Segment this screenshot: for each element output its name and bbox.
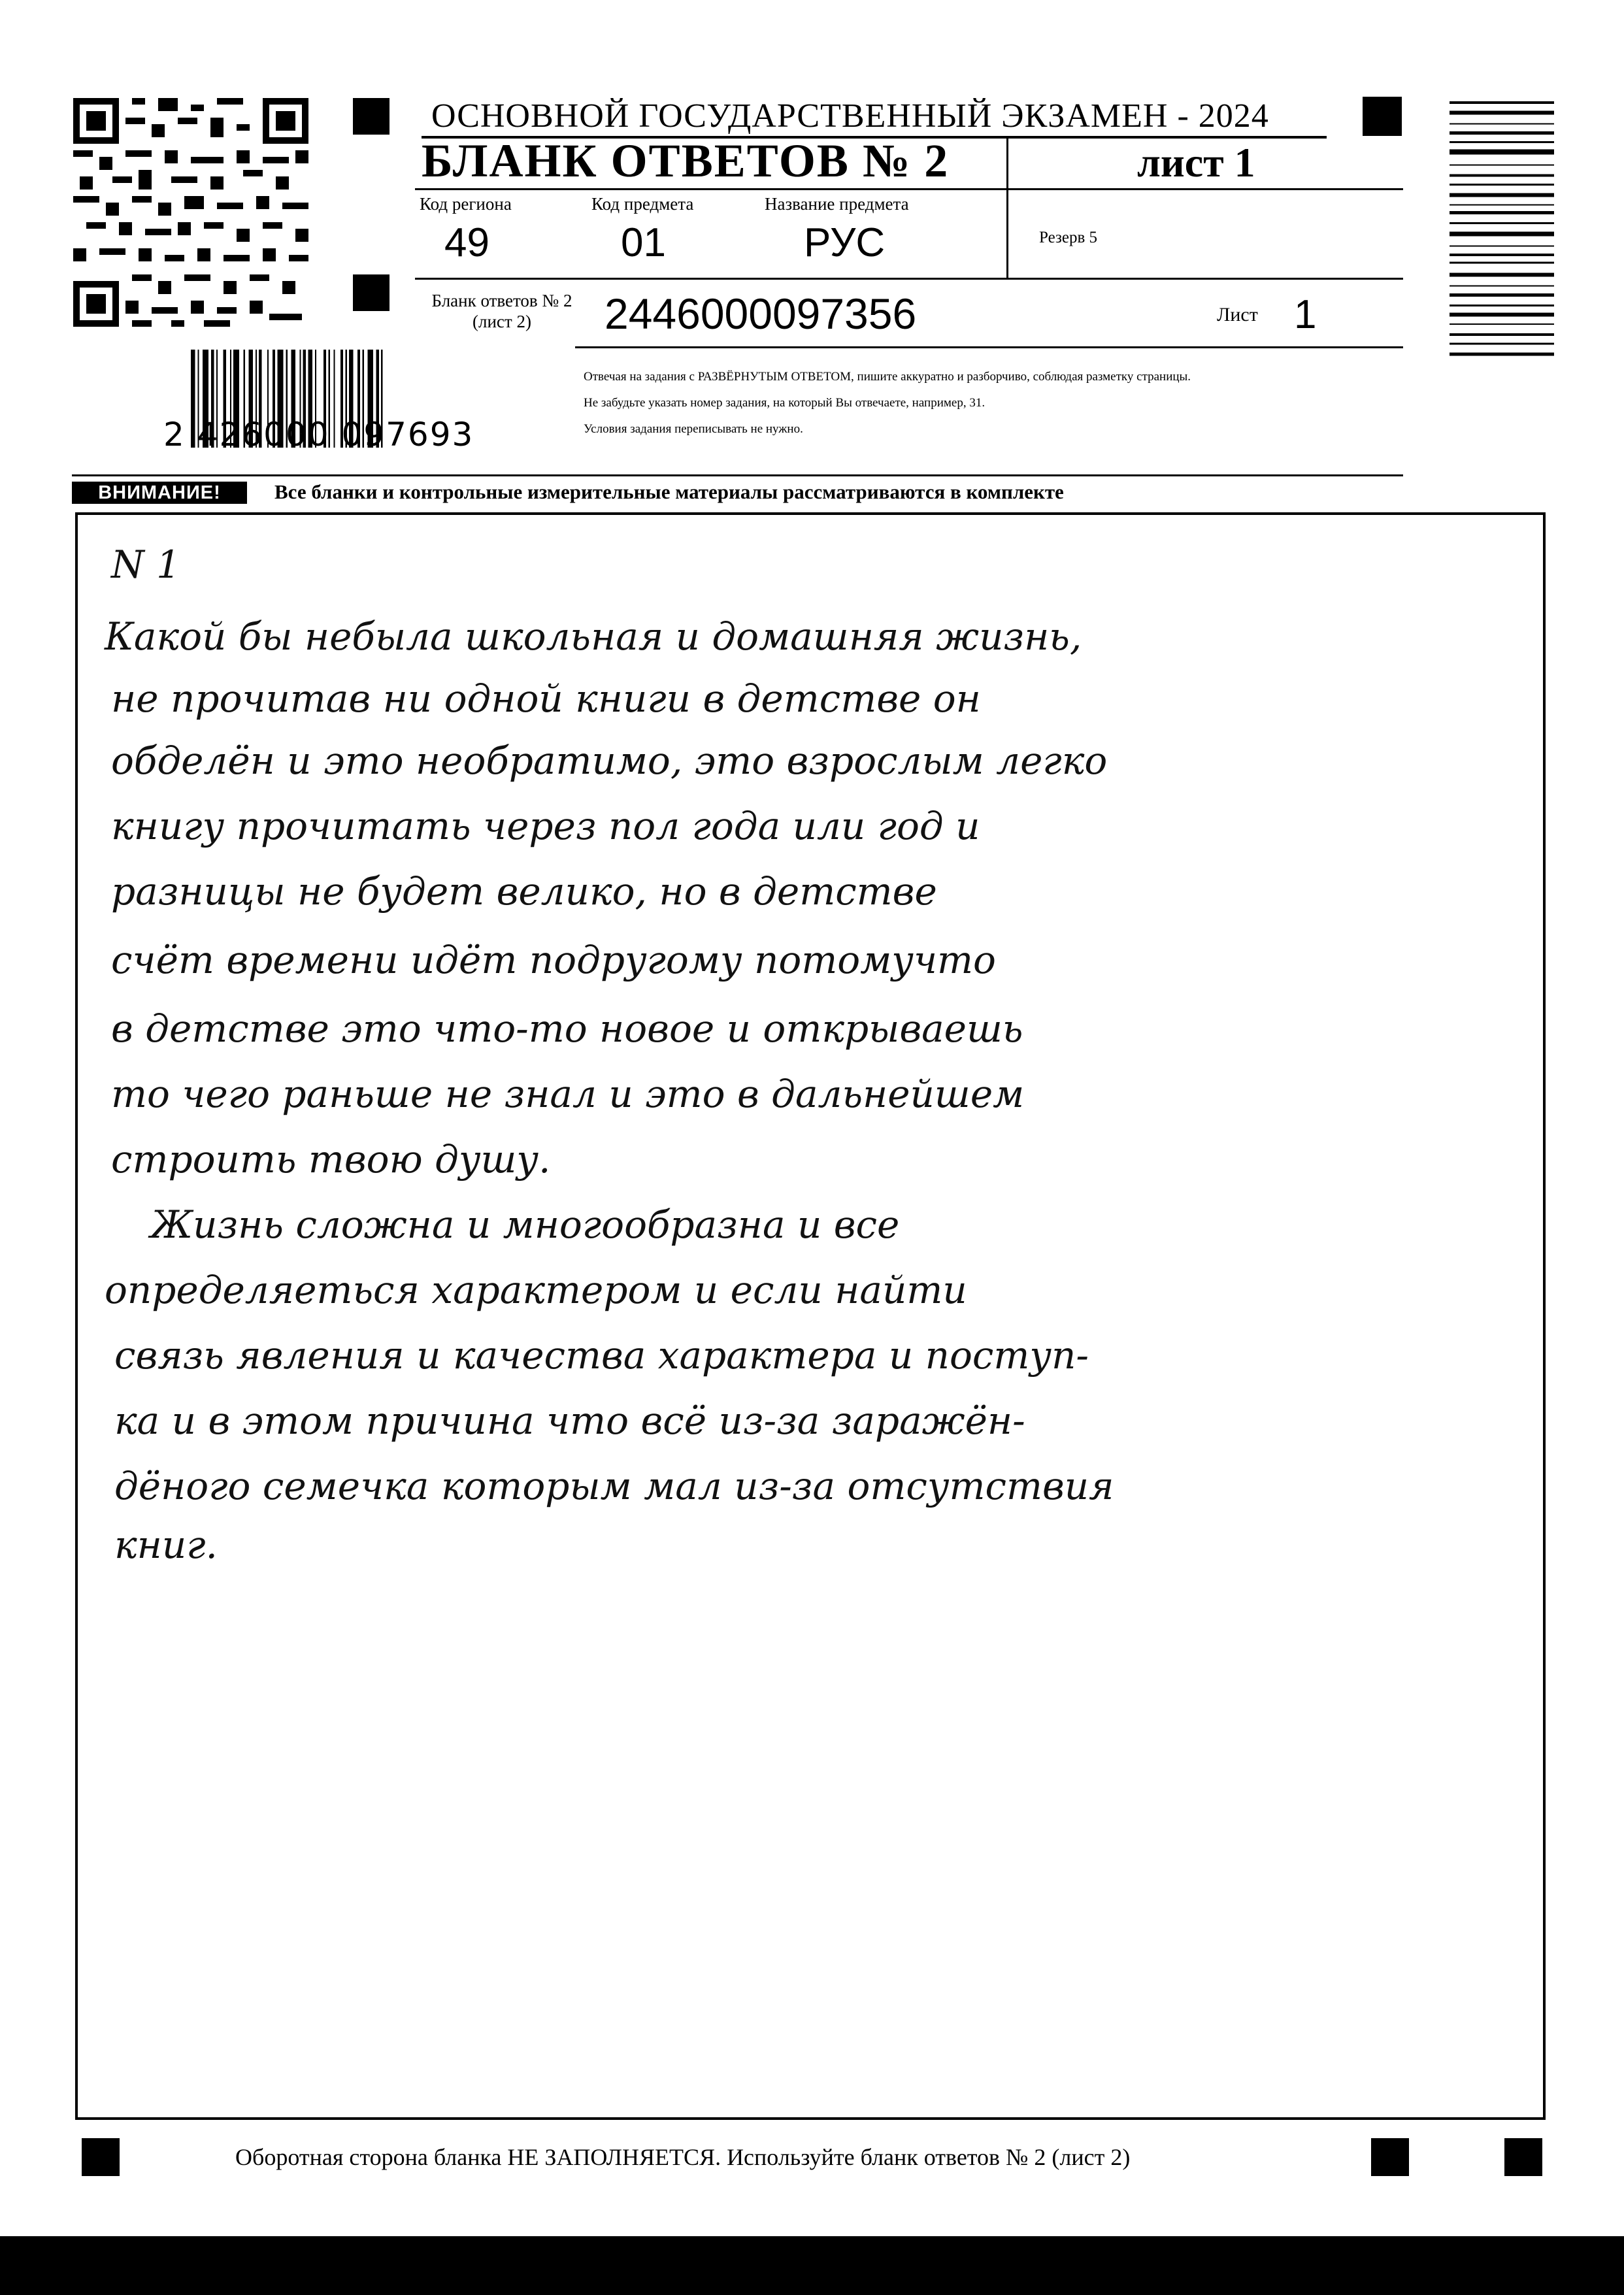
answer-line: не прочитав ни одной книги в детстве он — [111, 676, 981, 721]
footer-note: Оборотная сторона бланка НЕ ЗАПОЛНЯЕТСЯ. Используйте бланк ответов № 2 (лист 2) — [235, 2144, 1131, 2170]
sheet-title: лист 1 — [1137, 139, 1255, 186]
side-barcode-bar — [1450, 232, 1554, 237]
side-barcode-bar — [1450, 101, 1554, 104]
list-value: 1 — [1294, 292, 1317, 337]
answer-line: то чего раньше не знал и это в дальнейшем — [111, 1072, 1025, 1116]
answer-line: книгу прочитать через пол года или год и — [111, 804, 980, 848]
side-barcode-bar — [1450, 205, 1554, 206]
attention-badge: ВНИМАНИЕ! — [72, 482, 247, 504]
answer-line: дёного семечка которым мал из-за отсутствия — [114, 1464, 1114, 1508]
answer-line: книг. — [114, 1523, 218, 1567]
answer-line: N 1 — [111, 542, 181, 587]
divider — [415, 188, 1403, 190]
registration-marker — [1371, 2138, 1409, 2176]
side-barcode-bar — [1450, 124, 1554, 125]
side-barcode-bar — [1450, 312, 1554, 316]
side-barcode-bar — [1450, 305, 1554, 306]
side-barcode-bar — [1450, 174, 1554, 176]
side-barcode-bar — [1450, 150, 1554, 155]
answer-line: разницы не будет велико, но в детстве — [111, 869, 937, 914]
region-value: 49 — [444, 220, 489, 265]
form-title: БЛАНК ОТВЕТОВ № 2 — [422, 135, 950, 187]
answer-line: связь явления и качества характера и поступ- — [114, 1333, 1089, 1378]
divider — [415, 278, 1403, 280]
registration-marker — [1504, 2138, 1542, 2176]
registration-marker — [353, 98, 389, 135]
side-barcode-bar — [1450, 293, 1554, 297]
side-barcode-bar — [1450, 111, 1554, 115]
side-barcode-bar — [1450, 165, 1554, 166]
registration-marker — [82, 2138, 120, 2176]
instruction-line: Не забудьте указать номер задания, на который Вы отвечаете, например, 31. — [584, 396, 986, 410]
region-label: Код региона — [420, 194, 512, 214]
side-barcode-bar — [1450, 211, 1554, 214]
side-barcode-bar — [1450, 262, 1554, 264]
blank-number: 2446000097356 — [605, 289, 917, 338]
side-barcode-bar — [1450, 131, 1554, 135]
side-barcode-bar — [1450, 352, 1554, 355]
answer-line: счёт времени идёт подругому потомучто — [111, 938, 996, 982]
side-barcode-bar — [1450, 254, 1554, 256]
side-barcode-bar — [1450, 246, 1554, 247]
answer-line: Какой бы небыла школьная и домашняя жизнь, — [105, 614, 1082, 659]
exam-title: ОСНОВНОЙ ГОСУДАРСТВЕННЫЙ ЭКЗАМЕН - 2024 — [431, 97, 1269, 135]
subject-name-label: Название предмета — [765, 194, 909, 214]
answer-line: обделён и это необратимо, это взрослым легко — [111, 738, 1108, 783]
side-barcode-bar — [1450, 193, 1554, 197]
side-barcode-bar — [1450, 343, 1554, 345]
subject-name-value: РУС — [804, 220, 886, 265]
blank-label-line2: (лист 2) — [472, 312, 531, 331]
bottom-bar — [0, 2236, 1624, 2295]
instruction-line: Условия задания переписывать не нужно. — [584, 422, 803, 436]
reserve-label: Резерв 5 — [1039, 229, 1098, 246]
handwritten-answer — [75, 512, 1546, 2120]
blank-label-line1: Бланк ответов № 2 — [431, 291, 572, 310]
qr-code — [73, 98, 308, 327]
answer-line: ка и в этом причина что всё из-за заражён- — [114, 1398, 1025, 1443]
list-label: Лист — [1217, 304, 1258, 325]
divider — [575, 346, 1403, 348]
answer-line: в детстве это что-то новое и открываешь — [111, 1006, 1023, 1051]
side-barcode-bar — [1450, 323, 1554, 325]
side-barcode-bar — [1450, 184, 1554, 186]
side-barcode-bar — [1450, 333, 1554, 336]
registration-marker — [353, 274, 389, 311]
subject-code-value: 01 — [621, 220, 666, 265]
side-barcode-bar — [1450, 222, 1554, 224]
side-barcode — [1450, 101, 1554, 461]
barcode-number: 2 426000 097693 — [163, 416, 474, 454]
answer-line: определяеться характером и если найти — [105, 1268, 967, 1312]
instruction-line: Отвечая на задания с РАЗВЁРНУТЫМ ОТВЕТОМ, пишите аккуратно и разборчиво, соблюдая разметку страницы. — [584, 370, 1191, 384]
registration-marker — [1363, 97, 1402, 136]
answer-line: строить твою душу. — [111, 1137, 551, 1181]
subject-code-label: Код предмета — [591, 194, 694, 214]
side-barcode-bar — [1450, 285, 1554, 286]
divider — [1006, 136, 1008, 278]
side-barcode-bar — [1450, 273, 1554, 277]
attention-text: Все бланки и контрольные измерительные материалы рассматриваются в комплекте — [274, 480, 1064, 503]
divider — [72, 474, 1403, 476]
blank-label — [410, 290, 593, 332]
side-barcode-bar — [1450, 141, 1554, 143]
answer-line: Жизнь сложна и многообразна и все — [150, 1202, 900, 1247]
